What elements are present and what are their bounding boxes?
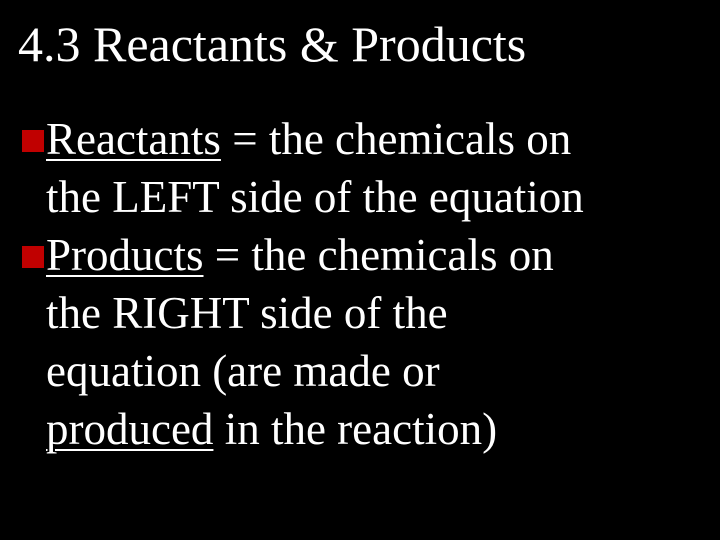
slide-title: 4.3 Reactants & Products: [18, 16, 527, 72]
square-bullet-icon: [22, 246, 44, 268]
bullet-text: = the chemicals on: [203, 230, 554, 280]
bullet-text-continued: the LEFT side of the equation: [46, 172, 584, 222]
bullet-text: = the chemicals on: [220, 114, 572, 164]
bullet-reactants: [22, 110, 712, 226]
bullet-text-continued: equation (are made or: [46, 346, 440, 396]
bullet-text-continued: [46, 400, 712, 458]
term-products: Products: [46, 230, 204, 280]
word-produced: produced: [46, 404, 214, 454]
square-bullet-icon: [22, 130, 44, 152]
bullet-products: [22, 226, 712, 458]
bullet-text-end: in the reaction): [213, 404, 498, 454]
slide-body: [22, 110, 712, 458]
term-reactants: Reactants: [46, 114, 221, 164]
bullet-text-continued: the RIGHT side of the: [46, 288, 448, 338]
